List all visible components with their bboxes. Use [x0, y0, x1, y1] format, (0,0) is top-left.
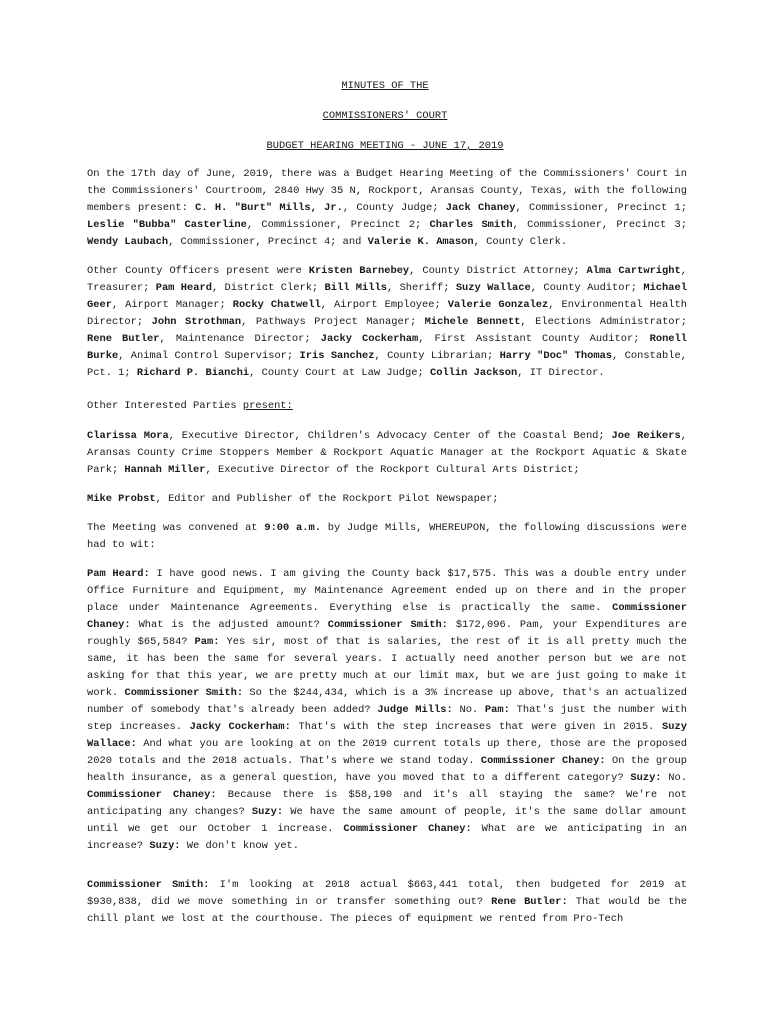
paragraph-members-present: On the 17th day of June, 2019, there was a Budget Hearing Meeting of the Commissioners' Court in the Commissioners' Courtroom, 2840 Hwy 35 N, Rockport, Aransas County, Texas, with the following members present: C. H. "Burt" Mills, Jr., County Judge; Jack Chaney, Commissioner, Precinct 1; Leslie "Bubba" Casterline, Commissioner, Precinct 2; Charles Smith, Commissioner, Precinct 3; Wendy Laubach, Commissioner, Precinct 4; and Valerie K. Amason, County Clerk.: [87, 168, 688, 248]
paragraph-district-clerk-discussion: Pam Heard: I have good news. I am giving the County back $17,575. This was a double entry under Office Furniture and Equipment, my Maintenance Agreement ended up on there and in the proper place under Maintenance Agreements. Everything else is practically the same. Commissioner Chaney: What is the adjusted amount? Commissioner Smith: $172,096. Pam, your Expenditures are roughly $65,584? Pam: Yes sir, most of that is salaries, the rest of it is all pretty much the same, it has been the same for several years. I actually need another person but we are not asking for that this year, we are pretty much at our limit max, but we are just going to make it work. Commissioner Smith: So the $244,434, which is a 3% increase up above, that's an actualized number of somebody that's already been added? Judge Mills: No. Pam: That's just the number with step increases. Jacky Cockerham: That's with the step increases that were given in 2015. Suzy Wallace: And what you are looking at on the 2019 current totals up there, those are the proposed 2020 totals and the 2018 actuals. That's where we stand today. Commissioner Chaney: On the group health insurance, as a general question, have you moved that to a different category? Suzy: No. Commissioner Chaney: Because there is $58,190 and it's all staying the same? We're not anticipating any changes? Suzy: We have the same amount of people, it's the same dollar amount until we get our October 1 increase. Commissioner Chaney: What are we anticipating in an increase? Suzy: We don't know yet.: [87, 568, 687, 852]
heading-minutes: MINUTES OF THE: [341, 80, 429, 92]
paragraph-press: Mike Probst, Editor and Publisher of the Rockport Pilot Newspaper;: [87, 493, 499, 505]
paragraph-maintenance-discussion: Commissioner Smith: I'm looking at 2018 actual $663,441 total, then budgeted for 2019 at $930,838, did we move something in or transfer something out? Rene Butler: That would be the chill plant we lost at the courthouse. The pieces of equipment we rented from Pro-Tech: [87, 879, 687, 925]
heading-budget-hearing: BUDGET HEARING MEETING - JUNE 17, 2019: [266, 140, 504, 152]
heading-commissioners-court: COMMISSIONERS' COURT: [322, 110, 448, 122]
paragraph-interested-parties-heading: Other Interested Parties present:: [87, 400, 293, 412]
paragraph-county-officers: Other County Officers present were Kristen Barnebey, County District Attorney; Alma Cartwright, Treasurer; Pam Heard, District Clerk; Bill Mills, Sheriff; Suzy Wallace, County Auditor; Michael Geer, Airport Manager; Rocky Chatwell, Airport Employee; Valerie Gonzalez, Environmental Health Director; John Strothman, Pathways Project Manager; Michele Bennett, Elections Administrator; Rene Butler, Maintenance Director; Jacky Cockerham, First Assistant County Auditor; Ronell Burke, Animal Control Supervisor; Iris Sanchez, County Librarian; Harry "Doc" Thomas, Constable, Pct. 1; Richard P. Bianchi, County Court at Law Judge; Collin Jackson, IT Director.: [87, 265, 688, 379]
paragraph-convened: The Meeting was convened at 9:00 a.m. by Judge Mills, WHEREUPON, the following discussions were had to wit:: [87, 522, 688, 551]
paragraph-interested-parties: Clarissa Mora, Executive Director, Children's Advocacy Center of the Coastal Bend; Joe Reikers, Aransas County Crime Stoppers Member & Rockport Aquatic Manager at the Rockport Aquatic & Skate Park; Hannah Miller, Executive Director of the Rockport Cultural Arts District;: [87, 430, 688, 476]
